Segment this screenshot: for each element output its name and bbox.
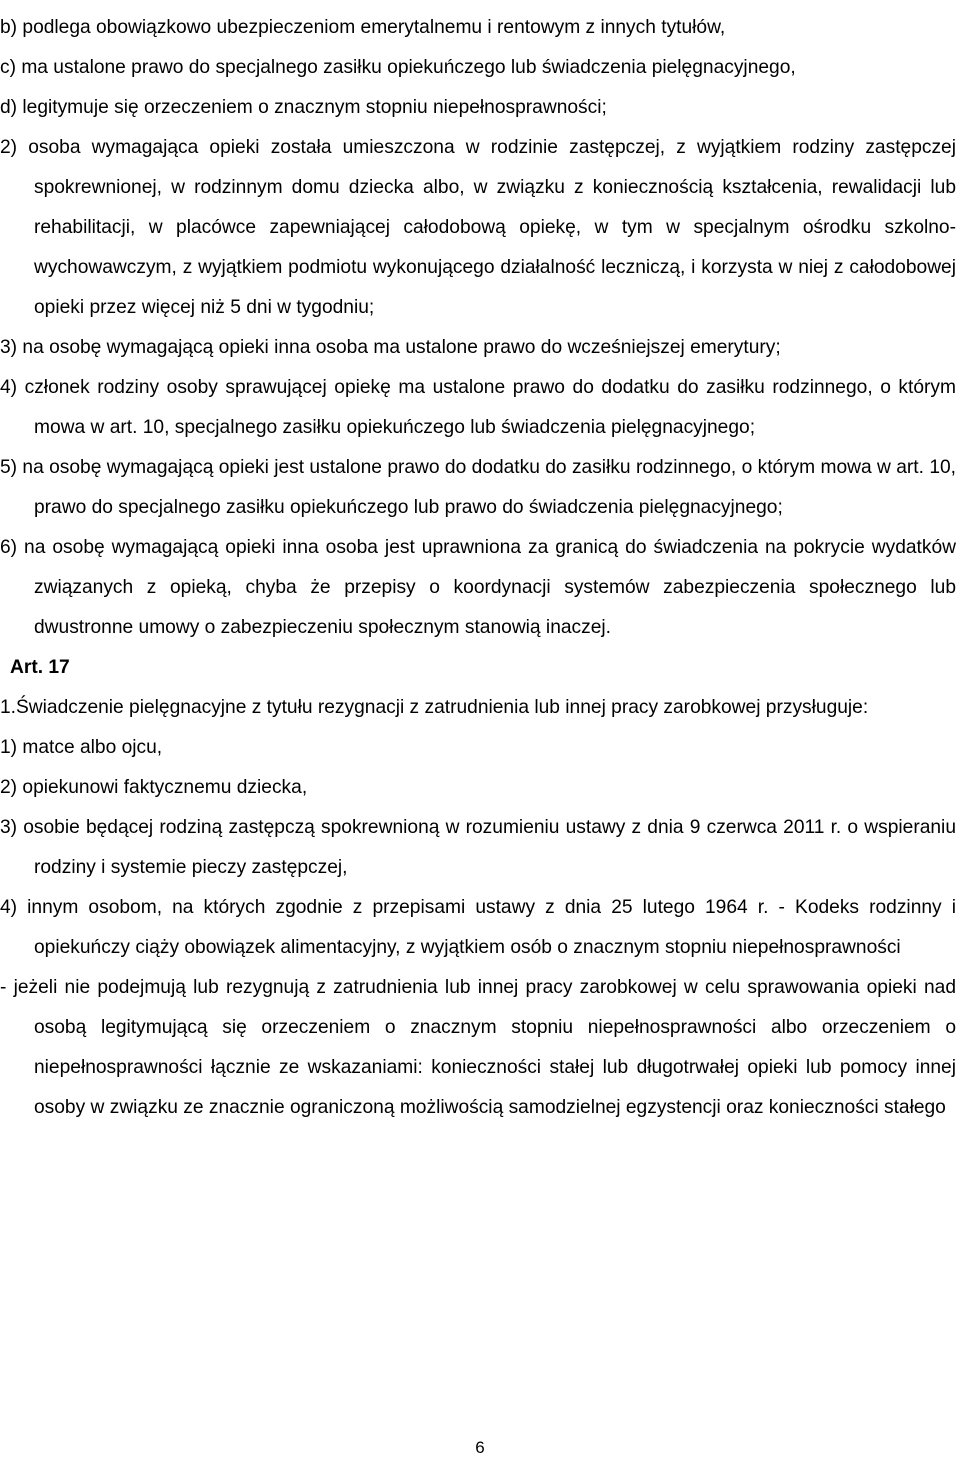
paragraph-d: d) legitymuje się orzeczeniem o znacznym stopniu niepełnosprawności; bbox=[0, 97, 607, 118]
list-item-2: 2) opiekunowi faktycznemu dziecka, bbox=[0, 777, 308, 798]
list-item-3: 3) osobie będącej rodziną zastępczą spokrewnioną w rozumieniu ustawy z dnia 9 czerwca 2011 r. o wspieraniu rodziny i systemie pieczy zastępczej, bbox=[0, 817, 956, 878]
condition-paragraph: - jeżeli nie podejmują lub rezygnują z zatrudnienia lub innej pracy zarobkowej w celu sprawowania opieki nad osobą legitymującą się orzeczeniem o znacznym stopniu niepełnosprawności albo orzeczeniem o niepełnosprawności łącznie ze wskazaniami: konieczności stałej lub długotrwałej opieki lub pomocy innej osoby w związku ze znacznie ograniczoną możliwością samodzielnej egzystencji oraz konieczności stałego bbox=[0, 977, 956, 1118]
document-page bbox=[0, 8, 960, 1128]
paragraph-art17-1: 1.Świadczenie pielęgnacyjne z tytułu rezygnacji z zatrudnienia lub innej pracy zarobkowej przysługuje: bbox=[0, 697, 869, 718]
paragraph-5: 5) na osobę wymagającą opieki jest ustalone prawo do dodatku do zasiłku rodzinnego, o którym mowa w art. 10, prawo do specjalnego zasiłku opiekuńczego lub prawo do świadczenia pielęgnacyjnego; bbox=[0, 457, 956, 518]
page-number: 6 bbox=[475, 1438, 485, 1457]
list-item-4: 4) innym osobom, na których zgodnie z przepisami ustawy z dnia 25 lutego 1964 r. - Kodeks rodzinny i opiekuńczy ciąży obowiązek alimentacyjny, z wyjątkiem osób o znacznym stopniu niepełnosprawności bbox=[0, 897, 956, 958]
paragraph-c: c) ma ustalone prawo do specjalnego zasiłku opiekuńczego lub świadczenia pielęgnacyjnego, bbox=[0, 57, 796, 78]
paragraph-6: 6) na osobę wymagającą opieki inna osoba jest uprawniona za granicą do świadczenia na pokrycie wydatków związanych z opieką, chyba że przepisy o koordynacji systemów zabezpieczenia społecznego lub dwustronne umowy o zabezpieczeniu społecznym stanowią inaczej. bbox=[0, 537, 956, 638]
list-item-1: 1) matce albo ojcu, bbox=[0, 737, 163, 758]
paragraph-4: 4) członek rodziny osoby sprawującej opiekę ma ustalone prawo do dodatku do zasiłku rodzinnego, o którym mowa w art. 10, specjalnego zasiłku opiekuńczego lub świadczenia pielęgnacyjnego; bbox=[0, 377, 956, 438]
paragraph-2: 2) osoba wymagająca opieki została umieszczona w rodzinie zastępczej, z wyjątkiem rodziny zastępczej spokrewnionej, w rodzinnym domu dziecka albo, w związku z koniecznością kształcenia, rewalidacji lub rehabilitacji, w placówce zapewniającej całodobową opiekę, w tym w specjalnym ośrodku szkolno-wychowawczym, z wyjątkiem podmiotu wykonującego działalność leczniczą, i korzysta w niej z całodobowej opieki przez więcej niż 5 dni w tygodniu; bbox=[0, 137, 956, 318]
article-heading: Art. 17 bbox=[10, 657, 70, 678]
paragraph-3: 3) na osobę wymagającą opieki inna osoba ma ustalone prawo do wcześniejszej emerytury; bbox=[0, 337, 781, 358]
paragraph-b: b) podlega obowiązkowo ubezpieczeniom emerytalnemu i rentowym z innych tytułów, bbox=[0, 17, 726, 38]
